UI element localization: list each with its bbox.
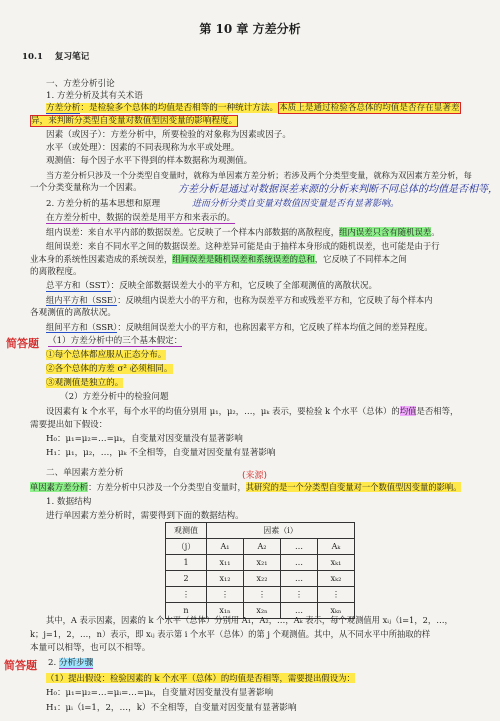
ssr-definition: 组间平方和（SSR）：反映组间误差大小的平方和，也称因素平方和，它反映了样本均值之间的差异程度。 [46, 322, 433, 332]
data-structure-table [165, 522, 355, 619]
sst-definition: 总平方和（SST）：反映全部数据误差大小的平方和，它反映了全部观测值的离散状况。 [46, 281, 378, 291]
sse-term: 组内平方和（SSE） [46, 295, 118, 305]
one-two-way-text-cont: 一个分类变量称为一个因素。 [30, 183, 142, 193]
section-name: 复习笔记 [54, 52, 90, 62]
table-header-factor: 因素（i） [207, 523, 355, 539]
table-cell: xₖ₂ [318, 571, 355, 587]
sse-definition: 组内平方和（SSE）：反映组内误差大小的平方和，也称为误差平方和或残差平方和，它反映了每个样本内 [46, 295, 433, 305]
table-cell: 2 [166, 571, 207, 587]
within-error-text: 组内误差：来自水平内部的数据误差。它反映了一个样本内部数据的离散程度，组内误差只含有随机误差。 [46, 227, 440, 237]
handwritten-note-2: 进而分析分类自变量对数值因变量是否有显著影响。 [192, 199, 400, 209]
table-col-header: A₁ [207, 539, 244, 555]
table-col-header: … [281, 539, 318, 555]
term-level: 水平（或处理）：因素的不同表现称为水平或处理。 [46, 143, 240, 153]
definition-anova-cont: 异，来判断分类型自变量对数值型因变量的影响程度。 [31, 116, 238, 126]
table-cell: xₖₙ [318, 603, 355, 619]
chapter-title: 第 10 章 方差分析 [199, 22, 301, 36]
one-way-highlight: 其研究的是一个分类型自变量对一个数值型因变量的影响。 [245, 482, 462, 492]
handwritten-short-answer-2: 简答题 [4, 659, 37, 672]
table-cell: x₂₂ [244, 571, 281, 587]
table-header-obs: 观测值 [166, 523, 207, 539]
table-cell: ⋮ [281, 587, 318, 603]
table-cell: x₂ₙ [244, 603, 281, 619]
subheading-principle: 2. 方差分析的基本思想和原理 [46, 199, 161, 209]
term-anova: 方差分析 [46, 103, 81, 113]
test-problem-heading: （2）方差分析中的检验问题 [60, 392, 169, 402]
error-sum-sentence: 在方差分析中，数据的误差是用平方和来表示的。 [46, 213, 236, 223]
steps-h0: H₀：μ₁=μ₂=…=μᵢ=…=μₖ，自变量对因变量没有显著影响 [46, 688, 274, 698]
hypothesis-h0: H₀：μ₁=μ₂=…=μₖ，自变量对因变量没有显著影响 [46, 434, 243, 444]
data-structure-intro: 进行单因素方差分析时，需要得到下面的数据结构。 [46, 511, 244, 521]
sse-definition-cont: 各观测值的离散状况。 [30, 308, 116, 318]
within-error-highlight: 组内误差只含有随机误差 [339, 227, 432, 237]
part-one-heading: 一、方差分析引论 [46, 79, 115, 89]
table-header-row [166, 523, 355, 539]
table-cell: … [281, 571, 318, 587]
one-way-definition: 单因素方差分析：方差分析中只涉及一个分类型自变量时，其研究的是一个分类型自变量对一个数值型因变量的影响。 [30, 482, 462, 492]
steps-h1: H₁：μᵢ（i=1，2，…，k）不全相等，自变量对因变量有显著影响 [46, 703, 297, 713]
between-error-text-cont: 业本身的系统性因素造成的系统误差，组间误差是随机误差和系统误差的总和，它反映了不同样本之间 [30, 254, 407, 264]
table-cell: n [166, 603, 207, 619]
between-error-end: 的离散程度。 [30, 267, 82, 277]
assumption-3: ③观测值是独立的。 [46, 378, 124, 388]
one-way-term: 单因素方差分析 [30, 482, 89, 492]
table-cell: xₖ₁ [318, 555, 355, 571]
part-two-heading: 二、单因素方差分析 [46, 468, 124, 478]
table-col-header: Aₖ [318, 539, 355, 555]
table-cell: x₁ₙ [207, 603, 244, 619]
term-observation: 观测值：每个因子水平下得到的样本数据称为观测值。 [46, 156, 253, 166]
table-row [166, 555, 355, 571]
table-cell: … [281, 603, 318, 619]
notation-text-end: 本量可以相等，也可以不相等。 [30, 643, 151, 653]
notation-text-cont: k；j=1，2，…，n）表示，即 xᵢⱼ 表示第 i 个水平（总体）的第 j 个观测值。其中，从不同水平中所抽取的样 [30, 629, 431, 639]
hypothesis-h1: H₁：μ₁，μ₂，…，μₖ 不全相等，自变量对因变量有显著影响 [46, 448, 276, 458]
steps-title: 分析步骤 [58, 658, 94, 668]
table-col-header: A₂ [244, 539, 281, 555]
sst-term: 总平方和（SST） [46, 281, 111, 291]
assumption-1: ①每个总体都应服从正态分布。 [46, 350, 167, 360]
table-cell: x₁₁ [207, 555, 244, 571]
table-cell: ⋮ [207, 587, 244, 603]
table-cell: … [281, 555, 318, 571]
ssr-term: 组间平方和（SSR） [46, 322, 118, 332]
section-heading [22, 52, 89, 63]
table-subheader-row [166, 539, 355, 555]
handwritten-source: (来源) [242, 471, 268, 481]
handwritten-note-1: 方差分析是通过对数据误差来源的分析来判断不同总体的均值是否相等， [178, 184, 498, 195]
table-cell: ⋮ [244, 587, 281, 603]
mean-highlight: 均值 [399, 406, 417, 416]
table-cell: ⋮ [166, 587, 207, 603]
table-header-j: （j） [166, 539, 207, 555]
assumptions-heading: （1）方差分析中的三个基本假定： [48, 336, 183, 346]
table-cell: x₂₁ [244, 555, 281, 571]
between-error-text: 组间误差：来自不同水平之间的数据误差。这种差异可能是由于抽样本身形成的随机误差，也可能是由于行 [46, 241, 440, 251]
between-error-highlight: 组间误差是随机误差和系统误差的总和 [172, 254, 315, 264]
assumption-2: ②各个总体的方差 σ² 必须相同。 [46, 364, 173, 374]
table-row [166, 571, 355, 587]
table-row [166, 587, 355, 603]
definition-anova [46, 103, 461, 114]
section-number: 10.1 [22, 52, 43, 62]
table-cell: x₁₂ [207, 571, 244, 587]
steps-hypothesis: （1）提出假设：检验因素的 k 个水平（总体）的均值是否相等，需要提出假设为： [46, 673, 355, 683]
def-anova-essence: 本质上是通过检验各总体的均值是否存在显著差 [279, 103, 460, 113]
term-factor: 因素（或因子）：方差分析中，所要检验的对象称为因素或因子。 [46, 130, 291, 140]
steps-heading: 2. 分析步骤 [48, 658, 94, 668]
handwritten-short-answer-1: 简答题 [6, 337, 39, 350]
test-problem-text: 设因素有 k 个水平，每个水平的均值分别用 μ₁，μ₂，…，μₖ 表示，要检验 k 个水平（总体）的均值是否相等， [46, 406, 459, 416]
def-anova-text: ：是检验多个总体的均值是否相等的一种统计方法。 [80, 103, 279, 113]
notation-text: 其中，A 表示因素，因素的 k 个水平（总体）分别用 A₁，A₂，…，Aₖ 表示，每个观测值用 xᵢⱼ（i=1，2，…， [46, 615, 453, 625]
hypothesis-intro: 需要提出如下假设： [30, 420, 108, 430]
subheading-terms: 1. 方差分析及其有关术语 [46, 91, 143, 101]
one-two-way-text: 当方差分析只涉及一个分类型自变量时，就称为单因素方差分析；若涉及两个分类型变量，就称为双因素方差分析，每 [46, 170, 472, 180]
table-cell: ⋮ [318, 587, 355, 603]
table-cell: 1 [166, 555, 207, 571]
data-structure-heading: 1. 数据结构 [46, 497, 92, 507]
